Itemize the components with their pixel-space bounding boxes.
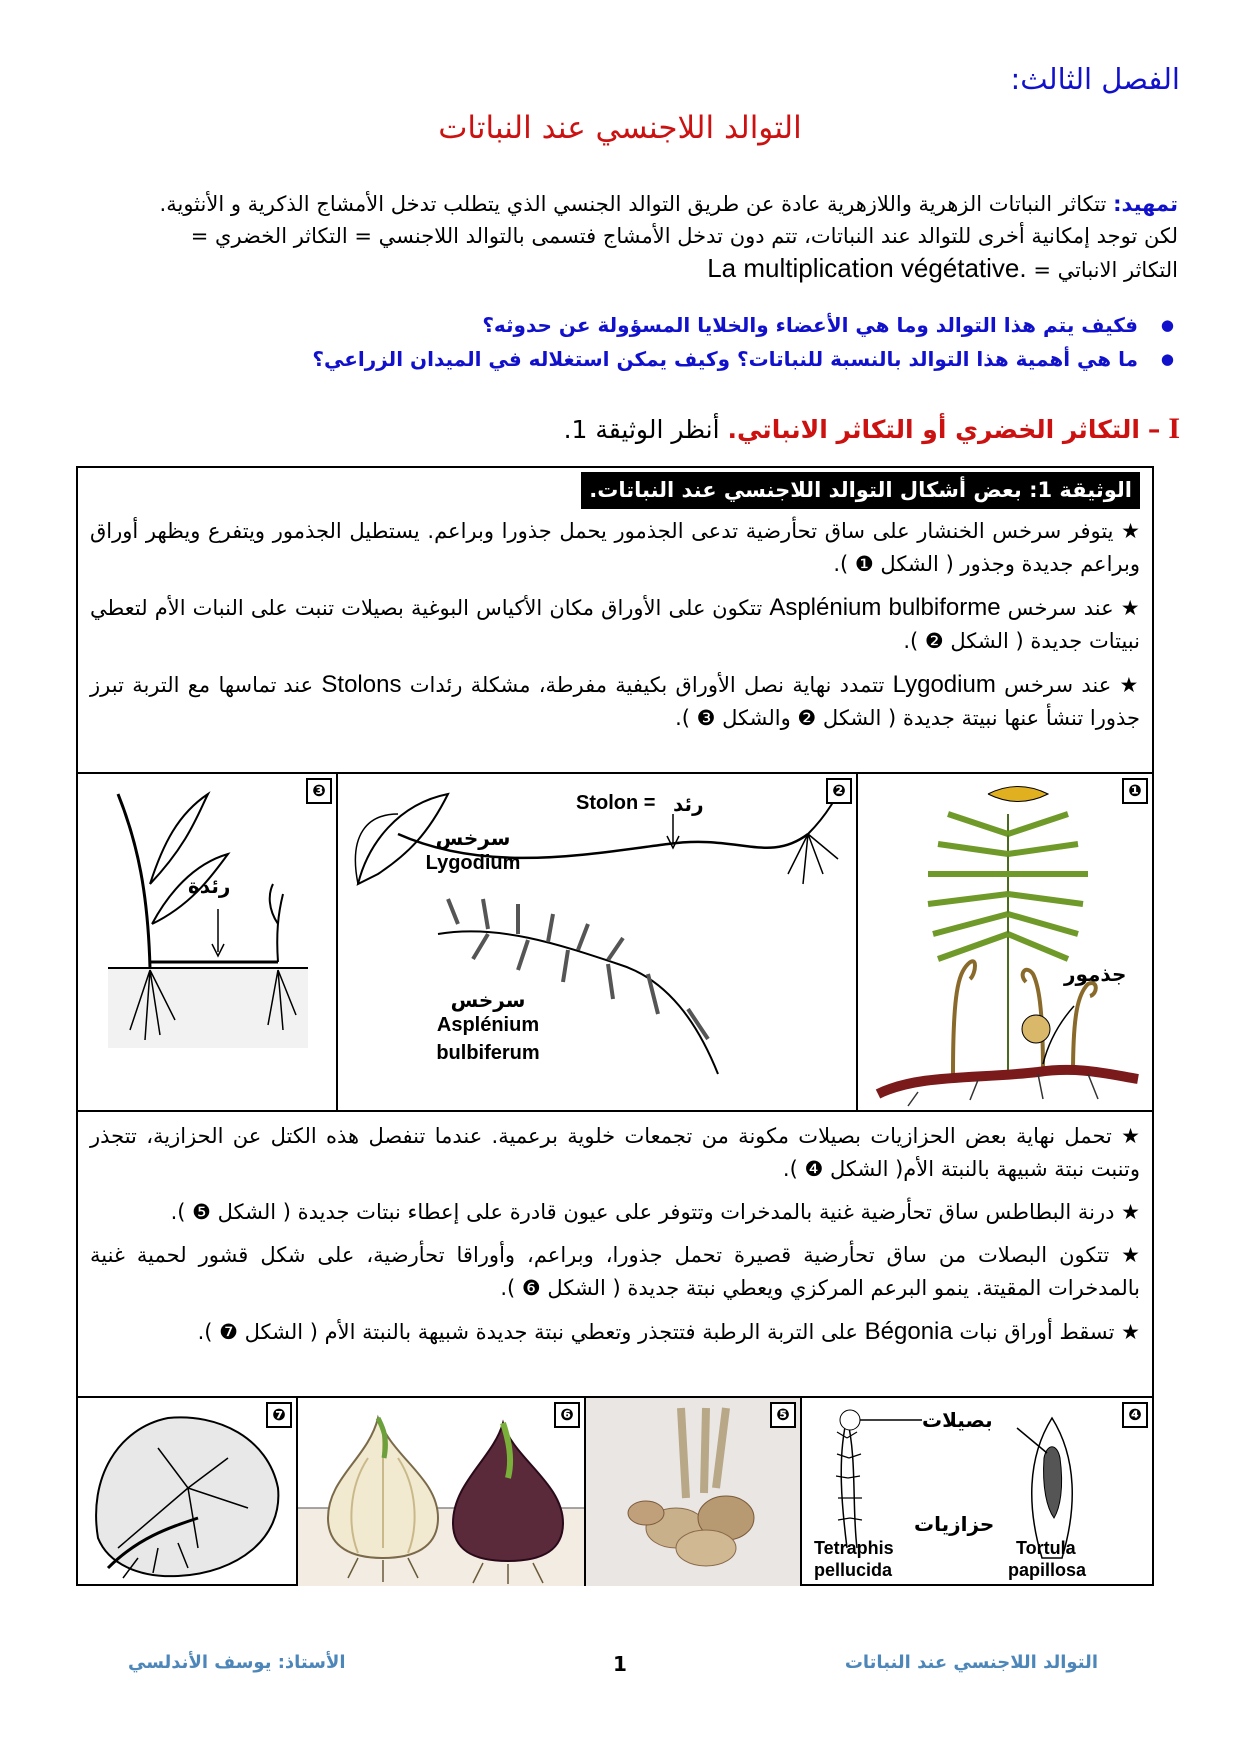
latin-term: Stolons	[321, 671, 402, 698]
lesson-title: التوالد اللاجنسي عند النباتات	[438, 110, 802, 146]
doc-paragraph: ★ عند سرخس Lygodium تتمدد نهاية نصل الأوراق بكيفية مفرطة، مشكلة رئدات Stolons عند تماسها مع التربة تبرز جذورا تنشأ عنها نبيتة جديدة ( الشكل ❷ والشكل ❸ ).	[90, 671, 1140, 730]
section-heading	[564, 412, 1180, 446]
intro-line-2: لكن توجد إمكانية أخرى للتوالد عند النباتات، تتم دون تدخل الأمشاج فتسمى بالتوالد اللاجنسي = التكاثر الخضري =	[190, 224, 1178, 248]
figure-1	[856, 774, 1152, 1110]
label-stolon-latin: Stolon =	[576, 792, 656, 814]
begonia-leaf-drawing	[78, 1398, 296, 1586]
page-number: 1	[613, 1652, 627, 1676]
figure-4	[800, 1398, 1152, 1586]
label-fern-1-latin: Lygodium	[425, 852, 521, 874]
stolon-seedling-drawing	[78, 774, 336, 1110]
intro-paragraph	[58, 188, 1178, 286]
intro-line-3: التكاثر الانباتي =	[1033, 258, 1178, 282]
figure-3	[78, 774, 336, 1110]
footer-teacher: الأستاذ: يوسف الأندلسي	[128, 1652, 346, 1673]
doc-paragraph: ★ تحمل نهاية بعض الحزازيات بصيلات مكونة من تجمعات خلوية برعمية. عندما تنفصل هذه الكتل عن الحزازية، تتجذر وتنبت نبتة شبيهة بالنبتة الأم( الشكل ❹ ).	[90, 1124, 1140, 1181]
figures-row-top	[78, 772, 1152, 1112]
label-fern-1-ar: سرخس	[435, 826, 511, 850]
label-moss-1-name: Tetraphis	[814, 1538, 894, 1558]
chapter-heading: الفصل الثالث:	[1010, 62, 1180, 96]
question-item: ● ما هي أهمية هذا التوالد بالنسبة للنباتات؟ وكيف يمكن استغلاله في الميدان الزراعي؟	[58, 342, 1178, 376]
figure-number: ❺	[770, 1402, 796, 1428]
label-rhizome: جذمور	[1064, 962, 1127, 986]
section-reference: أنظر الوثيقة 1.	[563, 415, 720, 444]
figure-number: ❻	[554, 1402, 580, 1428]
latin-term: Bégonia	[864, 1318, 953, 1345]
document-text-top	[78, 468, 1152, 730]
label-bulbils: بصيلات	[922, 1408, 993, 1432]
footer-lesson-title: التوالد اللاجنسي عند النباتات	[844, 1652, 1098, 1673]
label-mosses: حزازيات	[914, 1512, 995, 1536]
document-frame	[76, 466, 1154, 1586]
figure-2	[336, 774, 856, 1110]
doc-paragraph: ★ درنة البطاطس ساق تحأرضية غنية بالمدخرات وتتوفر على عيون قادرة على إعطاء نبتات جديدة ( الشكل ❺ ).	[170, 1200, 1140, 1224]
label-stolon-small: رئدة	[188, 874, 231, 898]
doc-paragraph: ★ يتوفر سرخس الخنشار على ساق تحأرضية تدعى الجذمور يحمل جذورا وبراعم. يستطيل الجذمور ويتفرع ويظهر أوراق وبراعم جديدة وجذور ( الشكل ❶ ).	[90, 519, 1140, 576]
label-moss-1-species: pellucida	[814, 1560, 893, 1580]
intro-lead: تمهيد:	[1113, 192, 1178, 216]
tuber-photo	[586, 1398, 800, 1586]
label-fern-2-ar: سرخس	[450, 988, 526, 1012]
label-stolon-ar: رئد	[673, 792, 704, 816]
intro-line-1: تتكاثر النباتات الزهرية واللازهرية عادة عن طريق التوالد الجنسي الذي يتطلب تدخل الأمشاج الذكرية و الأنثوية.	[159, 192, 1107, 216]
document-title: الوثيقة 1: بعض أشكال التوالد اللاجنسي عند النباتات.	[581, 472, 1140, 509]
latin-term: Asplénium bulbiforme	[769, 594, 1001, 621]
figure-5	[584, 1398, 800, 1586]
section-title: التكاثر الخضري أو التكاثر الانباتي.	[727, 415, 1140, 444]
label-fern-2-latin-1: Asplénium	[436, 1014, 540, 1036]
document-text-bottom	[78, 1120, 1152, 1416]
figure-number: ❷	[826, 778, 852, 804]
figure-number: ❼	[266, 1402, 292, 1428]
doc-paragraph: ★ تتكون البصلات من ساق تحأرضية قصيرة تحمل جذورا، وبراعم، وأوراقا تحأرضية، على شكل قشور لحمية غنية بالمدخرات المقيتة. ينمو البرعم المركزي ويعطي نبتة جديدة ( الشكل ❻ ).	[90, 1243, 1140, 1300]
latin-term: Lygodium	[892, 671, 996, 698]
intro-latin-term: La multiplication végétative.	[707, 253, 1027, 283]
figure-number: ❶	[1122, 778, 1148, 804]
label-moss-2-species: papillosa	[1008, 1560, 1087, 1580]
doc-paragraph: ★ تسقط أوراق نبات Bégonia على التربة الرطبة فتتجذر وتعطي نبتة جديدة شبيهة بالنبتة الأم ( الشكل ❼ ).	[197, 1318, 1140, 1345]
bulbs-drawing	[298, 1398, 584, 1586]
figures-row-bottom	[78, 1396, 1152, 1586]
question-list	[58, 308, 1178, 376]
question-item: ● فكيف يتم هذا التوالد وما هي الأعضاء والخلايا المسؤولة عن حدوثه؟	[58, 308, 1178, 342]
doc-paragraph: ★ عند سرخس Asplénium bulbiforme تتكون على الأوراق مكان الأكياس البوغية بصيلات تنبت على النبات الأم لتعطي نبيتات جديدة ( الشكل ❷ ).	[90, 594, 1140, 653]
rhizome-fern-drawing	[858, 774, 1152, 1110]
section-number: I	[1168, 412, 1180, 445]
figure-number: ❹	[1122, 1402, 1148, 1428]
figure-7	[78, 1398, 296, 1586]
section-dash: –	[1147, 415, 1161, 444]
page-footer	[0, 1652, 1240, 1682]
figure-6	[296, 1398, 584, 1586]
label-fern-2-latin-2: bulbiferum	[436, 1042, 540, 1064]
figure-number: ❸	[306, 778, 332, 804]
label-moss-2-name: Tortula	[1016, 1538, 1076, 1558]
